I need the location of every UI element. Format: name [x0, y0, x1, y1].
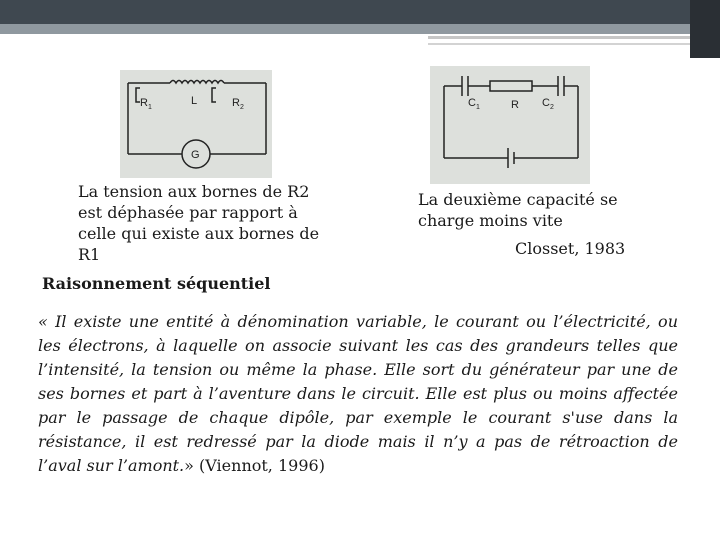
label-g: G	[191, 149, 200, 161]
label-c2: $C_2$	[542, 97, 554, 111]
rc-circuit-diagram	[430, 66, 590, 184]
circuit1-caption: La tension aux bornes de R2 est déphasée par rapport à celle qui existe aux bornes de R1	[78, 182, 320, 264]
quote-body: « Il existe une entité à dénomination variable, le courant ou l’électricité, ou les électrons, à laquelle on associe suivant les cas des grandeurs telles que l’intensité, la tension ou même la phase. Elle sort du générateur par une de ses bornes et part à l’aventure dans le circuit. Elle est plus ou moins affectée par le passage de chaque dipôle, par exemple le courant s'use dans la résistance, il est redressé par la diode mais il n’y a pas de rétroaction de l’aval sur l’amont.	[38, 312, 678, 475]
header-bar-corner	[690, 0, 720, 58]
label-c1: $C_1$	[468, 97, 480, 111]
header-bar	[0, 0, 720, 24]
label-l: L	[191, 95, 198, 107]
decorative-rule-secondary	[428, 43, 690, 45]
section-heading: Raisonnement séquentiel	[42, 274, 271, 293]
decorative-rule	[428, 36, 690, 39]
label-r: R	[511, 99, 519, 111]
label-r2: $R_2$	[232, 97, 244, 111]
rl-circuit-diagram	[120, 70, 272, 178]
quote-citation: (Viennot, 1996)	[199, 456, 325, 475]
label-r1: $R_1$	[140, 97, 152, 111]
viennot-quote	[38, 310, 678, 478]
header-bar-stripe	[0, 24, 720, 34]
closset-reference: Closset, 1983	[515, 239, 626, 258]
circuit2-caption: La deuxième capacité se charge moins vite	[418, 190, 618, 230]
quote-close: »	[184, 456, 194, 475]
